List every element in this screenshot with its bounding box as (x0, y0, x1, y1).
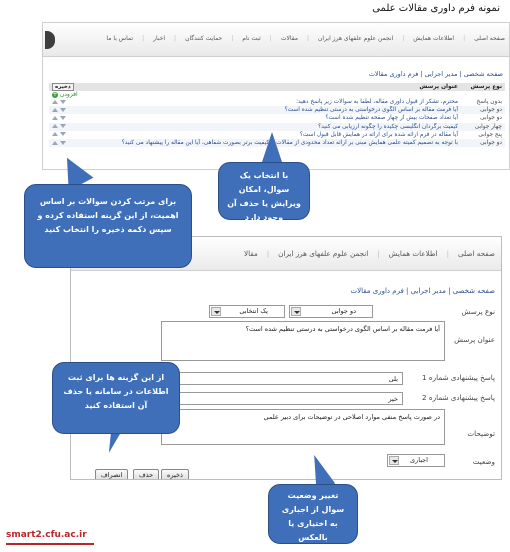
move-down-icon[interactable] (60, 100, 66, 104)
move-down-icon[interactable] (60, 108, 66, 112)
breadcrumb[interactable]: صفحه شخصی | مدیر اجرایی | فرم داوری مقالات (350, 287, 495, 295)
title-label: عنوان پرسش (454, 335, 495, 344)
nav-info[interactable]: اطلاعات همایش (413, 35, 455, 42)
callout-order: برای مرتب کردن سوالات بر اساس اهمیت، از این گزینه استفاده کرده و سپس دکمه ذخیره را انتخاب کنید (24, 184, 192, 268)
col-controls (49, 83, 79, 91)
desc-textarea[interactable]: در صورت پاسخ منفی موارد اصلاحی در توضیحات برای دبیر علمی (161, 409, 445, 445)
answer2-input[interactable]: خیر (161, 392, 403, 405)
answer1-label: پاسخ پیشنهادی شماره 1 (422, 373, 495, 382)
delete-button[interactable]: حذف (133, 469, 159, 480)
callout-status: تغییر وضعیت سوال از اجباری به اختیاری یا بالعکس (268, 484, 358, 544)
chevron-down-icon (291, 307, 301, 316)
nav-home[interactable]: صفحه اصلی (474, 35, 505, 42)
move-up-icon[interactable] (52, 108, 58, 112)
table-row[interactable]: چهار جوابی کیفیت برگردان انگلیسی چکیده را چگونه ارزیابی می کنید؟ (49, 123, 505, 131)
document-title: نمونه فرم داوری مقالات علمی (372, 3, 500, 14)
col-title: عنوان پرسش (79, 83, 461, 91)
nav-papers[interactable]: مقالات (280, 35, 298, 42)
chevron-down-icon (389, 456, 399, 465)
move-up-icon[interactable] (52, 132, 58, 136)
callout-select: با انتخاب یک سوال، امکان ویرایش یا حذف آن وجود دارد (218, 162, 310, 220)
callout-buttons: از این گزینه ها برای ثبت اطلاعات در سامانه یا حذف آن استفاده کنید (52, 362, 180, 434)
nav-society[interactable]: انجمن علوم علفهای هرز ایران (318, 35, 394, 42)
save-order-button[interactable]: ذخیره (52, 83, 74, 91)
nav-items: صفحه اصلی | اطلاعات همایش | انجمن علوم علفهای هرز ایران | مقالات | ثبت نام | حمایت کنندگان | اخبار | تماس با ما (106, 35, 505, 42)
add-question-link[interactable]: افزودن (59, 91, 78, 98)
callout-tail (262, 132, 282, 162)
desc-label: توضیحات (467, 429, 495, 438)
col-type: نوع پرسش (461, 83, 505, 91)
question-edit-screenshot (70, 236, 502, 480)
nav-info[interactable]: اطلاعات همایش (388, 249, 438, 258)
type-select[interactable]: دو جوابی (289, 305, 373, 318)
chevron-down-icon (211, 307, 221, 316)
top-nav (43, 23, 510, 57)
breadcrumb[interactable]: صفحه شخصی | مدیر اجرایی | فرم داوری مقالات (368, 70, 503, 78)
nav-news[interactable]: اخبار (153, 35, 166, 42)
logo-shape (45, 31, 55, 49)
answer2-label: پاسخ پیشنهادی شماره 2 (422, 393, 495, 402)
brand-logo: smart2.cfu.ac.ir (6, 530, 94, 544)
nav-contact[interactable]: تماس با ما (106, 35, 134, 42)
move-down-icon[interactable] (60, 141, 66, 145)
option-select[interactable]: یک انتخابی (209, 305, 285, 318)
nav-papers[interactable]: مقالا (243, 249, 258, 258)
move-down-icon[interactable] (60, 132, 66, 136)
nav-society[interactable]: انجمن علوم علفهای هرز ایران (278, 249, 369, 258)
status-select[interactable]: اجباری (387, 454, 445, 467)
nav-home[interactable]: صفحه اصلی (458, 249, 495, 258)
move-down-icon[interactable] (60, 124, 66, 128)
save-button[interactable]: ذخیره (161, 469, 189, 480)
add-icon[interactable]: + (52, 91, 58, 98)
table-row[interactable]: پنج جوابی آیا مقاله در فرم ارائه شده برای ارائه در همایش قابل قبول است؟ (49, 131, 505, 139)
table-row[interactable]: دو جوابی با توجه به تصمیم کمیته علمی همایش مبنی بر ارائه تعداد محدودی از مقالات با کیفیت برتر بصورت شفاهی، آیا این مقاله را پیشنهاد می کنید؟ (49, 139, 505, 147)
cancel-button[interactable]: انصراف (95, 469, 128, 480)
table-row[interactable]: دو جوابی آیا تعداد صفحات بیش از چهار صفحه تنظیم شده است؟ (49, 114, 505, 122)
title-textarea[interactable]: آیا فرمت مقاله بر اساس الگوی درخواستی به درستی تنظیم شده است؟ (161, 321, 445, 361)
move-up-icon[interactable] (52, 116, 58, 120)
move-up-icon[interactable] (52, 141, 58, 145)
table-row[interactable]: بدون پاسخ محترم، تشکر از قبول داوری مقاله، لطفا به سوالات زیر پاسخ دهید: (49, 98, 505, 106)
table-row[interactable]: دو جوابی آیا فرمت مقاله بر اساس الگوی درخواستی به درستی تنظیم شده است؟ (49, 106, 505, 114)
status-label: وضعیت (472, 457, 495, 466)
nav-items: صفحه اصلی | اطلاعات همایش | انجمن علوم علفهای هرز ایران | مقالا (243, 249, 495, 258)
nav-register[interactable]: ثبت نام (242, 35, 261, 42)
move-down-icon[interactable] (60, 116, 66, 120)
nav-sponsors[interactable]: حمایت کنندگان (185, 35, 223, 42)
type-label: نوع پرسش (461, 307, 495, 316)
move-up-icon[interactable] (52, 124, 58, 128)
answer1-input[interactable]: بلی (161, 372, 403, 385)
move-up-icon[interactable] (52, 100, 58, 104)
